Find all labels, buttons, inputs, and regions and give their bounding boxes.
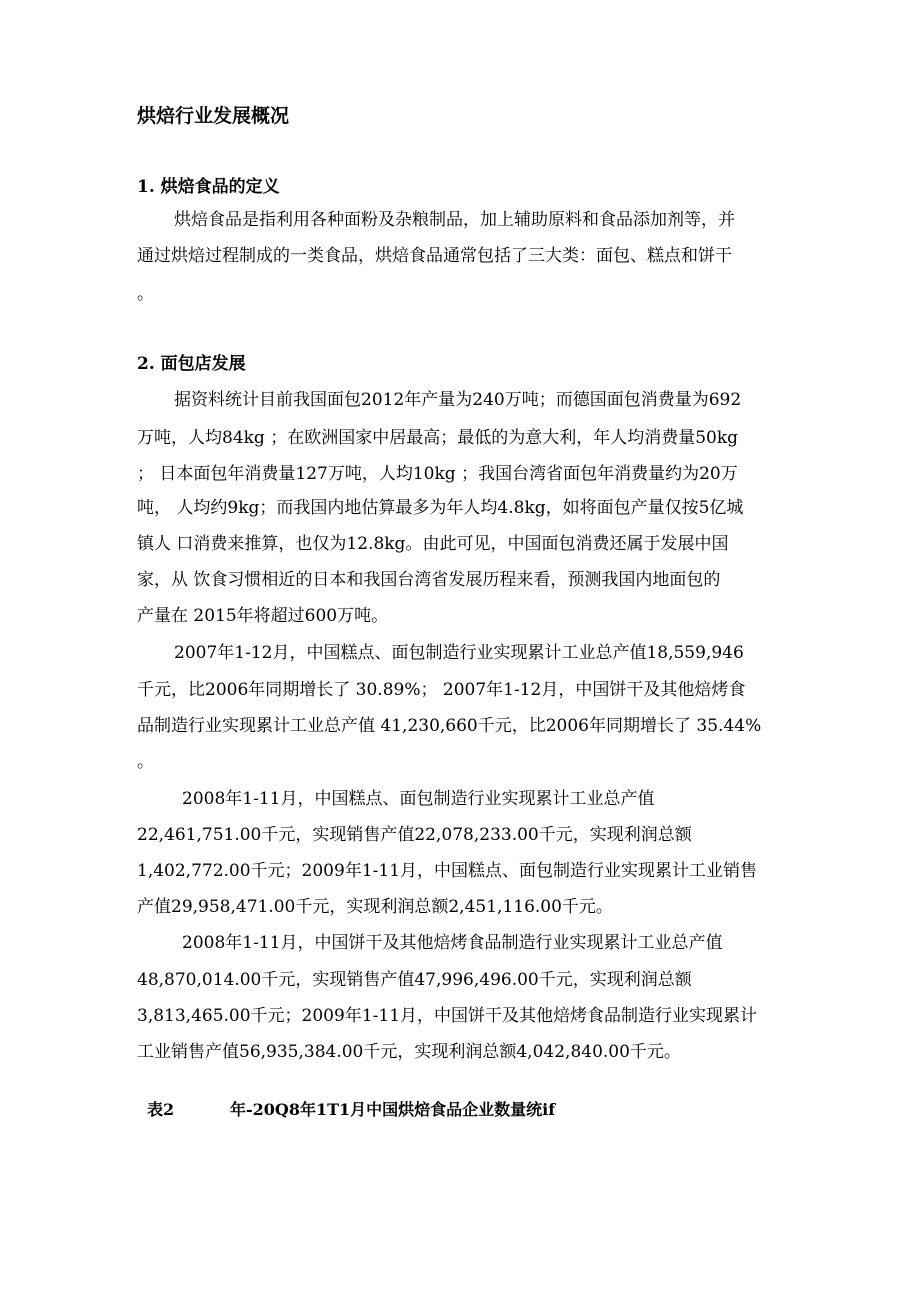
section-1-line-2: 通过烘焙过程制成的一类食品，烘焙食品通常包括了三大类：面包、糕点和饼干 bbox=[137, 246, 732, 266]
para-1-line-2: 万吨，人均84kg ；在欧洲国家中居最高；最低的为意大利，年人均消费量50kg bbox=[137, 428, 739, 448]
table-caption-label: 表2 bbox=[147, 1100, 175, 1119]
section-1-heading: 1. 烘焙食品的定义 bbox=[137, 177, 280, 197]
para-3-line-2: 22,461,751.00千元，实现销售产值22,078,233.00千元，实现利润总额 bbox=[137, 825, 692, 845]
para-1-line-5: 镇人 口消费来推算，也仅为12.8kg。由此可见，中国面包消费还属于发展中国 bbox=[137, 534, 729, 554]
para-2-line-1: 2007年1-12月，中国糕点、面包制造行业实现累计工业总产值18,559,946 bbox=[174, 643, 744, 663]
section-1-line-1: 烘焙食品是指利用各种面粉及杂粮制品，加上辅助原料和食品添加剂等，并 bbox=[174, 210, 735, 230]
para-1-line-7: 产量在 2015年将超过600万吨。 bbox=[137, 606, 389, 626]
para-4-line-4: 工业销售产值56,935,384.00千元，实现利润总额4,042,840.00千元。 bbox=[137, 1042, 681, 1062]
table-caption-text: 年-20Q8年1T1月中国烘焙食品企业数量统if bbox=[230, 1100, 556, 1119]
para-2-line-4: 。 bbox=[137, 752, 154, 772]
para-3-line-4: 产值29,958,471.00千元，实现利润总额2,451,116.00千元。 bbox=[137, 897, 613, 917]
para-1-line-3: ； 日本面包年消费量127万吨，人均10kg ；我国台湾省面包年消费量约为20万 bbox=[137, 464, 738, 484]
para-1-line-1: 据资料统计目前我国面包2012年产量为240万吨；而德国面包消费量为692 bbox=[174, 390, 742, 410]
para-4-line-1: 2008年1-11月，中国饼干及其他焙烤食品制造行业实现累计工业总产值 bbox=[182, 933, 723, 953]
para-3-line-3: 1,402,772.00千元；2009年1-11月，中国糕点、面包制造行业实现累计工业销售 bbox=[137, 861, 758, 881]
para-1-line-6: 家，从 饮食习惯相近的日本和我国台湾省发展历程来看，预测我国内地面包的 bbox=[137, 570, 721, 590]
page-title: 烘焙行业发展概况 bbox=[137, 105, 290, 127]
section-1-line-3: 。 bbox=[137, 284, 154, 304]
para-1-line-4: 吨， 人均约9kg；而我国内地估算最多为年人均4.8kg，如将面包产量仅按5亿城 bbox=[137, 498, 744, 518]
para-4-line-3: 3,813,465.00千元；2009年1-11月，中国饼干及其他焙烤食品制造行业实现累计 bbox=[137, 1006, 758, 1026]
para-3-line-1: 2008年1-11月，中国糕点、面包制造行业实现累计工业总产值 bbox=[182, 789, 655, 809]
section-2-heading: 2. 面包店发展 bbox=[137, 354, 246, 374]
para-2-line-2: 千元，比2006年同期增长了 30.89%； 2007年1-12月，中国饼干及其他焙烤食 bbox=[137, 680, 746, 700]
para-2-line-3: 品制造行业实现累计工业总产值 41,230,660千元，比2006年同期增长了 35.44% bbox=[137, 716, 762, 736]
para-4-line-2: 48,870,014.00千元，实现销售产值47,996,496.00千元，实现利润总额 bbox=[137, 970, 692, 990]
